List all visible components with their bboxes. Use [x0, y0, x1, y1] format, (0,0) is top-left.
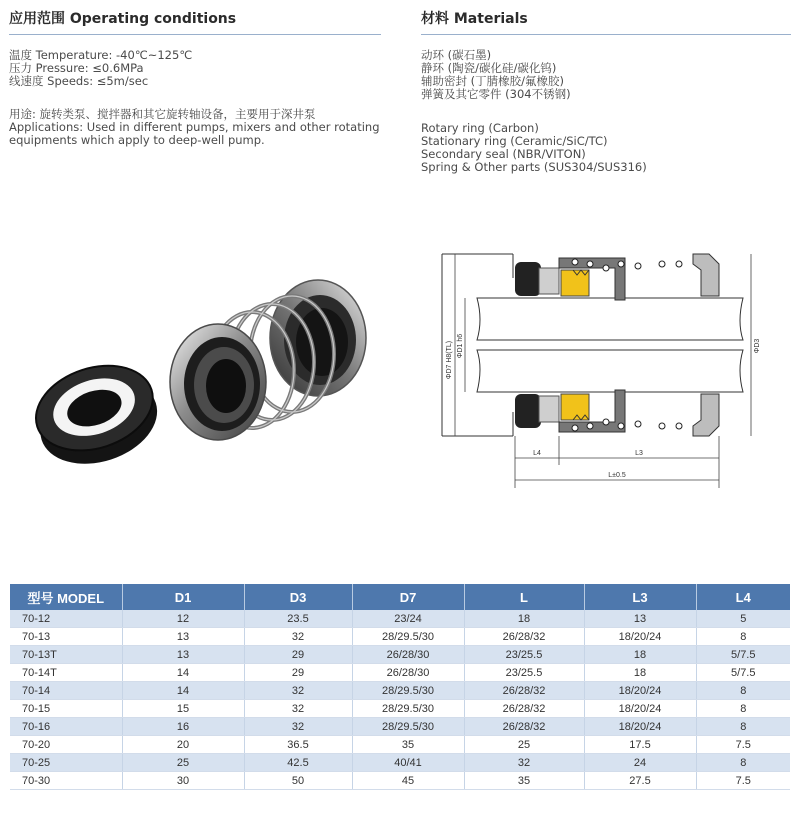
column-header: D3 [244, 584, 352, 610]
table-row [10, 664, 790, 682]
model-cell: 70-13 [10, 628, 122, 646]
column-header: D7 [352, 584, 464, 610]
material-cn-item: 静环 (陶瓷/碳化硅/碳化钨) [421, 61, 557, 75]
table-cell: 12 [122, 610, 244, 628]
table-cell: 29 [244, 664, 352, 682]
table-cell: 26/28/32 [464, 700, 584, 718]
table-cell: 18/20/24 [584, 682, 696, 700]
table-cell: 8 [696, 628, 790, 646]
table-cell: 32 [244, 628, 352, 646]
table-cell: 14 [122, 682, 244, 700]
column-header: L3 [584, 584, 696, 610]
table-cell: 26/28/32 [464, 682, 584, 700]
table-row [10, 772, 790, 790]
table-cell: 35 [464, 772, 584, 790]
table-cell: 26/28/30 [352, 664, 464, 682]
model-spec-table [10, 584, 790, 790]
table-cell: 45 [352, 772, 464, 790]
table-cell: 8 [696, 718, 790, 736]
model-cell: 70-14T [10, 664, 122, 682]
model-cell: 70-15 [10, 700, 122, 718]
table-cell: 25 [464, 736, 584, 754]
table-cell: 13 [122, 628, 244, 646]
seal-cross-section-drawing [425, 240, 790, 490]
material-cn-item: 弹簧及其它零件 (304不锈钢) [421, 87, 571, 101]
table-row [10, 736, 790, 754]
table-row [10, 700, 790, 718]
table-cell: 7.5 [696, 736, 790, 754]
table-row [10, 754, 790, 772]
table-cell: 5/7.5 [696, 664, 790, 682]
l-dimension-label: L±0.5 [608, 472, 626, 479]
table-cell: 18 [464, 610, 584, 628]
table-cell: 8 [696, 700, 790, 718]
applications-block [9, 108, 380, 147]
model-cell: 70-30 [10, 772, 122, 790]
table-cell: 40/41 [352, 754, 464, 772]
column-header: D1 [122, 584, 244, 610]
table-cell: 7.5 [696, 772, 790, 790]
table-cell: 18 [584, 664, 696, 682]
section-divider [421, 34, 791, 35]
table-row [10, 682, 790, 700]
table-row [10, 718, 790, 736]
model-cell: 70-12 [10, 610, 122, 628]
material-en-item: Stationary ring (Ceramic/SiC/TC) [421, 134, 608, 148]
table-row [10, 610, 790, 628]
d3-dimension-label: ΦD3 [754, 338, 761, 354]
operating-conditions-title: 应用范围 Operating conditions [9, 11, 237, 27]
table-cell: 23/25.5 [464, 646, 584, 664]
material-en-item: Secondary seal (NBR/VITON) [421, 147, 586, 161]
table-cell: 23/25.5 [464, 664, 584, 682]
model-cell: 70-20 [10, 736, 122, 754]
table-cell: 23.5 [244, 610, 352, 628]
conditions-list [9, 49, 192, 88]
table-cell: 30 [122, 772, 244, 790]
model-cell: 70-14 [10, 682, 122, 700]
table-cell: 28/29.5/30 [352, 718, 464, 736]
material-en-item: Rotary ring (Carbon) [421, 121, 539, 135]
stationary-seat-part [25, 352, 168, 470]
table-cell: 32 [244, 718, 352, 736]
table-cell: 26/28/32 [464, 718, 584, 736]
table-cell: 36.5 [244, 736, 352, 754]
table-cell: 23/24 [352, 610, 464, 628]
table-cell: 16 [122, 718, 244, 736]
column-header: L4 [696, 584, 790, 610]
rotating-seal-head-part [170, 280, 366, 440]
model-cell: 70-13T [10, 646, 122, 664]
table-cell: 8 [696, 682, 790, 700]
table-row [10, 628, 790, 646]
table-cell: 17.5 [584, 736, 696, 754]
table-cell: 28/29.5/30 [352, 700, 464, 718]
pressure-text: 压力 Pressure: ≤0.6MPa [9, 61, 144, 75]
usage-en-line-2: equipments which apply to deep-well pump. [9, 133, 265, 147]
column-header: L [464, 584, 584, 610]
material-cn-item: 辅助密封 (丁腈橡胶/氟橡胶) [421, 74, 565, 88]
table-cell: 35 [352, 736, 464, 754]
table-cell: 29 [244, 646, 352, 664]
usage-en-line-1: Applications: Used in different pumps, mixers and other rotating [9, 120, 380, 134]
table-cell: 5/7.5 [696, 646, 790, 664]
table-cell: 32 [464, 754, 584, 772]
temperature-text: 温度 Temperature: -40℃~125℃ [9, 48, 193, 62]
table-cell: 5 [696, 610, 790, 628]
table-cell: 18 [584, 646, 696, 664]
materials-en-list [421, 122, 647, 174]
material-cn-item: 动环 (碳石墨) [421, 48, 492, 62]
table-row [10, 646, 790, 664]
section-divider [9, 34, 381, 35]
table-cell: 20 [122, 736, 244, 754]
speed-text: 线速度 Speeds: ≤5m/sec [9, 74, 149, 88]
seal-lower-section [515, 390, 719, 436]
usage-cn-text: 用途: 旋转类泵、搅拌器和其它旋转轴设备，主要用于深井泵 [9, 107, 316, 121]
table-cell: 28/29.5/30 [352, 628, 464, 646]
table-cell: 8 [696, 754, 790, 772]
table-cell: 26/28/32 [464, 628, 584, 646]
table-cell: 14 [122, 664, 244, 682]
table-cell: 18/20/24 [584, 628, 696, 646]
seal-product-photo [20, 270, 380, 470]
model-cell: 70-25 [10, 754, 122, 772]
table-cell: 25 [122, 754, 244, 772]
table-header-row [10, 584, 790, 610]
seal-upper-section [515, 254, 719, 300]
table-cell: 26/28/30 [352, 646, 464, 664]
l4-dimension-label: L4 [533, 450, 541, 457]
table-cell: 32 [244, 700, 352, 718]
table-cell: 13 [122, 646, 244, 664]
d7-dimension-label: ΦD7 H8(TL) [446, 340, 453, 380]
materials-title: 材料 Materials [421, 11, 528, 27]
d1-dimension-label: ΦD1 h6 [457, 333, 464, 359]
table-cell: 32 [244, 682, 352, 700]
table-cell: 24 [584, 754, 696, 772]
table-cell: 15 [122, 700, 244, 718]
table-cell: 28/29.5/30 [352, 682, 464, 700]
table-cell: 18/20/24 [584, 700, 696, 718]
table-cell: 13 [584, 610, 696, 628]
table-cell: 50 [244, 772, 352, 790]
table-cell: 27.5 [584, 772, 696, 790]
table-cell: 18/20/24 [584, 718, 696, 736]
model-cell: 70-16 [10, 718, 122, 736]
materials-cn-list [421, 49, 571, 101]
l3-dimension-label: L3 [635, 450, 643, 457]
table-cell: 42.5 [244, 754, 352, 772]
column-header: 型号 MODEL [10, 584, 122, 610]
material-en-item: Spring & Other parts (SUS304/SUS316) [421, 160, 647, 174]
